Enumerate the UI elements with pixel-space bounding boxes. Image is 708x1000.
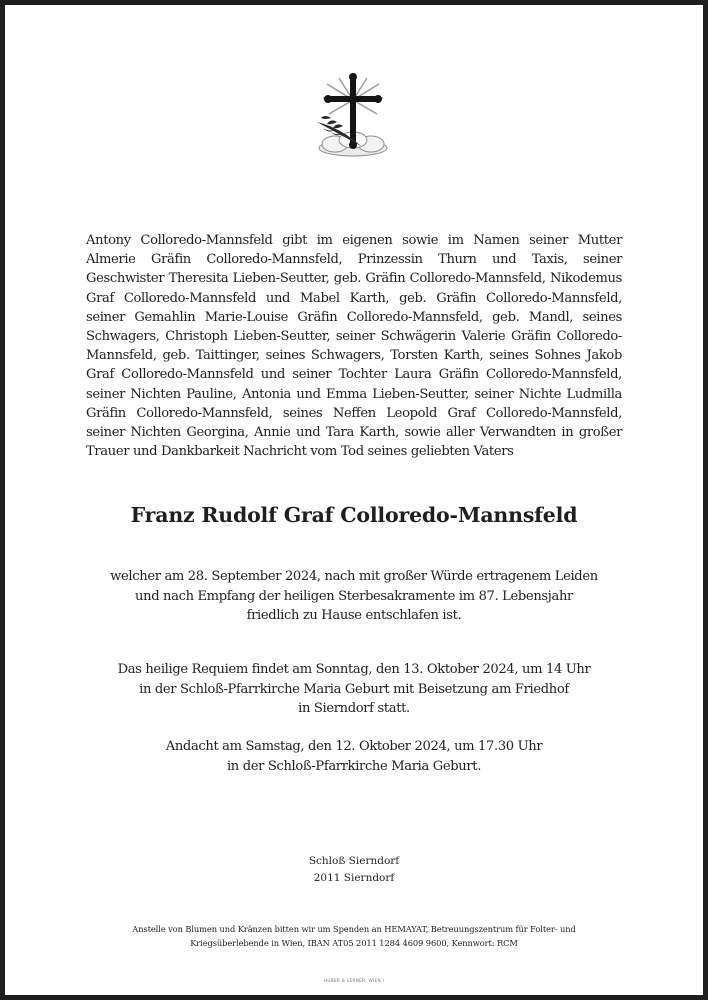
donation-line: Kriegsüberlebende in Wien, IBAN AT05 2011 1284 4609 9600, Kennwort: RCM bbox=[190, 938, 518, 949]
requiem-notice bbox=[86, 660, 622, 719]
death-notice-line: friedlich zu Hause entschlafen ist. bbox=[246, 608, 462, 624]
intro-paragraph: Antony Colloredo-Mannsfeld gibt im eigenen sowie im Namen seiner Mutter Almerie Gräfin Colloredo-Mannsfeld, Prinzessin Thurn und Taxis, seiner Geschwister Theresita Lieben-Seutter, geb. Gräfin Colloredo-Mannsfeld, Nikodemus Graf Colloredo-Mannsfeld und Mabel Karth, geb. Gräfin Colloredo-Mannsfeld, seiner Gemahlin Marie-Louise Gräfin Colloredo-Mannsfeld, geb. Mandl, seines Schwagers, Christoph Lieben-Seutter, seiner Schwägerin Valerie Gräfin Colloredo-Mannsfeld, geb. Taittinger, seines Schwagers, Torsten Karth, seines Sohnes Jakob Graf Colloredo-Mannsfeld und seiner Tochter Laura Gräfin Colloredo-Mannsfeld, seiner Nichten Pauline, Antonia und Emma Lieben-Seutter, seiner Nichte Ludmilla Gräfin Colloredo-Mannsfeld, seines Neffen Leopold Graf Colloredo-Mannsfeld, seiner Nichten Georgina, Annie und Tara Karth, sowie aller Verwandten in großer Trauer und Dankbarkeit Nachricht vom Tod seines geliebten Vaters bbox=[86, 233, 622, 460]
deceased-name: Franz Rudolf Graf Colloredo-Mannsfeld bbox=[130, 503, 578, 527]
requiem-line: Das heilige Requiem findet am Sonntag, den 13. Oktober 2024, um 14 Uhr bbox=[117, 662, 591, 677]
printer-imprint: HUBER & LERNER, WIEN I bbox=[323, 978, 385, 983]
address-line: 2011 Sierndorf bbox=[313, 871, 395, 884]
requiem-line: in der Schloß-Pfarrkirche Maria Geburt mit Beisetzung am Friedhof bbox=[139, 681, 569, 697]
andacht-line: in der Schloß-Pfarrkirche Maria Geburt. bbox=[226, 758, 482, 774]
donation-line: Anstelle von Blumen und Kränzen bitten wir um Spenden an HEMAYAT, Betreuungszentrum für Folter- und bbox=[132, 924, 576, 934]
andacht-notice bbox=[86, 737, 622, 776]
andacht-line: Andacht am Samstag, den 12. Oktober 2024, um 17.30 Uhr bbox=[165, 739, 543, 754]
requiem-line: in Sierndorf statt. bbox=[298, 701, 410, 717]
death-notice bbox=[86, 567, 622, 626]
address-line: Schloß Sierndorf bbox=[308, 855, 400, 867]
cross-emblem-icon bbox=[311, 70, 395, 162]
address bbox=[200, 853, 508, 886]
death-notice-line: und nach Empfang der heiligen Sterbesakramente im 87. Lebensjahr bbox=[135, 588, 573, 604]
donation-note bbox=[96, 922, 612, 950]
death-notice-line: welcher am 28. September 2024, nach mit großer Würde ertragenem Leiden bbox=[110, 569, 598, 584]
